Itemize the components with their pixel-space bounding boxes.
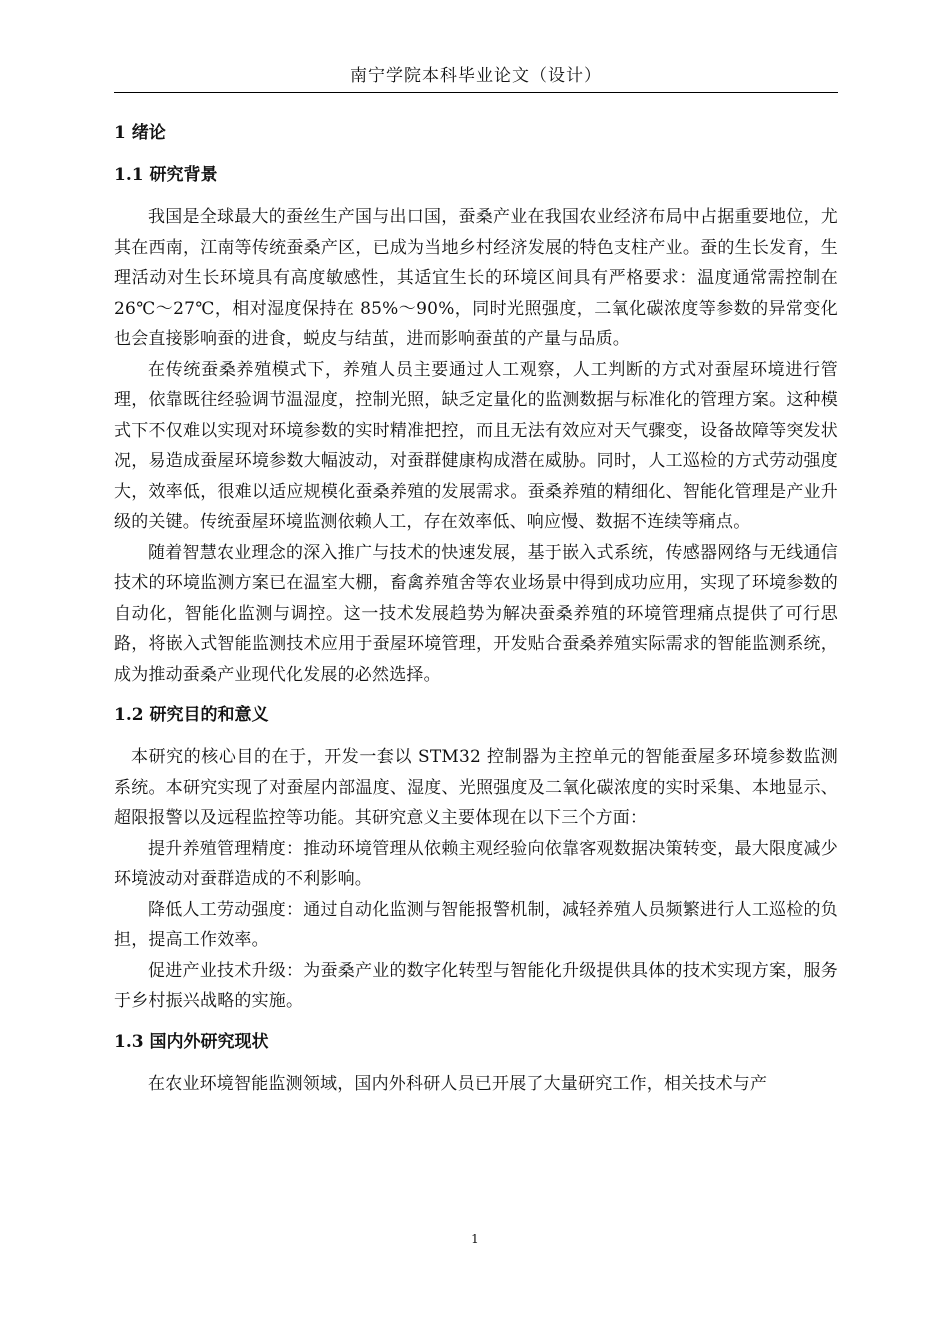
paragraph-1-1-1: 我国是全球最大的蚕丝生产国与出口国，蚕桑产业在我国农业经济布局中占据重要地位，尤其在西南，江南等传统蚕桑产区，已成为当地乡村经济发展的特色支柱产业。蚕的生长发育，生理活动对生长环境具有高度敏感性，其适宜生长的环境区间具有严格要求：温度通常需控制在 26℃～27℃，相对湿度保持在 85%～90%，同时光照强度，二氧化碳浓度等参数的异常变化也会直接影响蚕的进食，蜕皮与结茧，进而影响蚕茧的产量与品质。: [114, 207, 838, 349]
paragraph-1-2-1: 提升养殖管理精度：推动环境管理从依赖主观经验向依靠客观数据决策转变，最大限度减少环境波动对蚕群造成的不利影响。: [114, 838, 838, 889]
header-rule: [114, 92, 838, 93]
page-header: 南宁学院本科毕业论文（设计）: [350, 66, 602, 86]
paragraph-1-2-intro: 本研究的核心目的在于，开发一套以 STM32 控制器为主控单元的智能蚕屋多环境参数监测系统。本研究实现了对蚕屋内部温度、湿度、光照强度及二氧化碳浓度的实时采集、本地显示、超限报警以及远程监控等功能。其研究意义主要体现在以下三个方面：: [114, 747, 838, 828]
paragraph-1-2-2: 降低人工劳动强度：通过自动化监测与智能报警机制，减轻养殖人员频繁进行人工巡检的负担，提高工作效率。: [114, 899, 838, 950]
section-heading-1: 1 绪论: [114, 123, 166, 143]
body-area: [114, 114, 838, 1099]
section-heading-1-2: 1.2 研究目的和意义: [114, 705, 269, 725]
section-heading-1-3: 1.3 国内外研究现状: [114, 1031, 269, 1052]
page-number: 1: [471, 1232, 479, 1246]
section-heading-1-1: 1.1 研究背景: [114, 165, 218, 185]
paragraph-1-1-3: 随着智慧农业理念的深入推广与技术的快速发展，基于嵌入式系统，传感器网络与无线通信技术的环境监测方案已在温室大棚，畜禽养殖舍等农业场景中得到成功应用，实现了环境参数的自动化，智能化监测与调控。这一技术发展趋势为解决蚕桑养殖的环境管理痛点提供了可行思路，将嵌入式智能监测技术应用于蚕屋环境管理，开发贴合蚕桑养殖实际需求的智能监测系统，成为推动蚕桑产业现代化发展的必然选择。: [114, 542, 838, 685]
paragraph-1-1-2: 在传统蚕桑养殖模式下，养殖人员主要通过人工观察，人工判断的方式对蚕屋环境进行管理，依靠既往经验调节温湿度，控制光照，缺乏定量化的监测数据与标准化的管理方案。这种模式下不仅难以实现对环境参数的实时精准把控，而且无法有效应对天气骤变，设备故障等突发状况，易造成蚕屋环境参数大幅波动，对蚕群健康构成潜在威胁。同时，人工巡检的方式劳动强度大，效率低，很难以适应规模化蚕桑养殖的发展需求。蚕桑养殖的精细化、智能化管理是产业升级的关键。传统蚕屋环境监测依赖人工，存在效率低、响应慢、数据不连续等痛点。: [114, 359, 838, 532]
paragraph-1-2-3: 促进产业技术升级：为蚕桑产业的数字化转型与智能化升级提供具体的技术实现方案，服务于乡村振兴战略的实施。: [114, 960, 838, 1011]
paragraph-1-3-1: 在农业环境智能监测领域，国内外科研人员已开展了大量研究工作，相关技术与产: [148, 1073, 768, 1094]
